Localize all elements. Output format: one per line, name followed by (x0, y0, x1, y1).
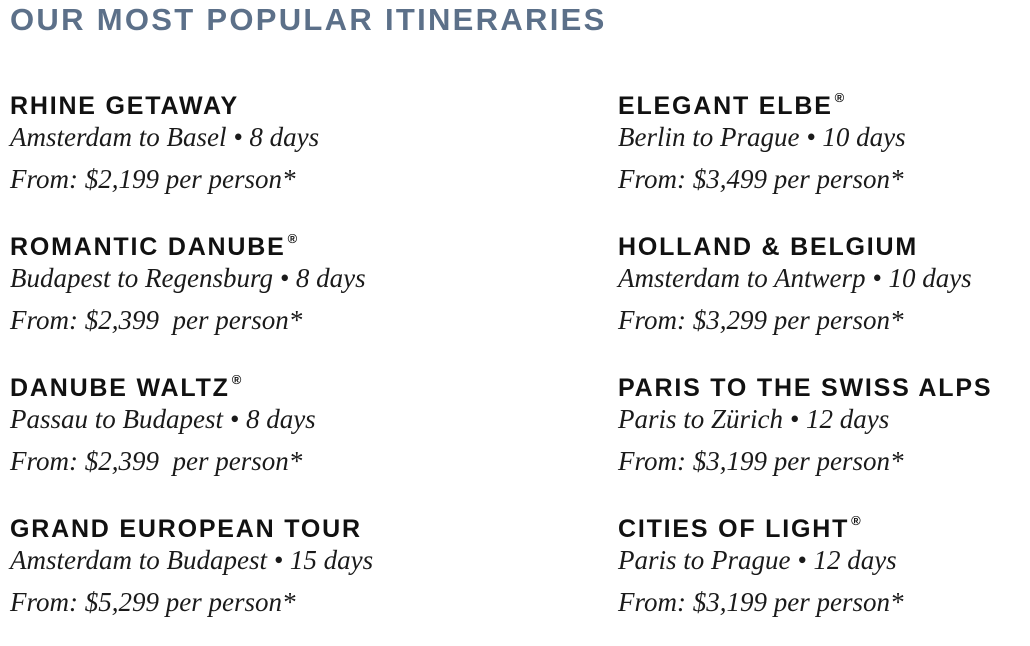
itinerary-route: Amsterdam to Budapest • 15 days (10, 545, 374, 575)
registered-mark: ® (231, 372, 242, 387)
itinerary-name: CITIES OF LIGHT (618, 515, 850, 543)
itinerary-name: GRAND EUROPEAN TOUR (10, 515, 362, 543)
registered-mark: ® (287, 231, 298, 246)
itinerary-title (618, 364, 1028, 402)
itinerary-price: From: $2,199 per person* (10, 164, 296, 194)
itinerary-route: Budapest to Regensburg • 8 days (10, 263, 366, 293)
itinerary-route: Paris to Prague • 12 days (618, 545, 897, 575)
itinerary-name: RHINE GETAWAY (10, 92, 239, 120)
itinerary-route: Berlin to Prague • 10 days (618, 122, 906, 152)
itinerary-route: Amsterdam to Antwerp • 10 days (618, 263, 972, 293)
itinerary-title (10, 364, 420, 402)
itinerary-route: Amsterdam to Basel • 8 days (10, 122, 320, 152)
itinerary-name: ROMANTIC DANUBE (10, 233, 286, 261)
itinerary-title (618, 82, 1028, 120)
itinerary-item (618, 364, 1028, 505)
itinerary-name: ELEGANT ELBE (618, 92, 833, 120)
itinerary-route: Passau to Budapest • 8 days (10, 404, 316, 434)
left-column (10, 82, 420, 646)
itinerary-title (10, 505, 420, 543)
itinerary-title (618, 223, 1028, 261)
itinerary-item (618, 505, 1028, 646)
itinerary-route: Paris to Zürich • 12 days (618, 404, 890, 434)
itinerary-item (10, 223, 420, 364)
itinerary-item (10, 82, 420, 223)
itinerary-item (618, 82, 1028, 223)
itinerary-price: From: $3,299 per person* (618, 305, 904, 335)
registered-mark: ® (834, 90, 845, 105)
registered-mark: ® (851, 513, 861, 528)
itinerary-item (618, 223, 1028, 364)
itinerary-price: From: $3,199 per person* (618, 446, 904, 476)
itinerary-price: From: $2,399 per person* (10, 446, 303, 476)
itinerary-price: From: $3,499 per person* (618, 164, 904, 194)
itinerary-name: DANUBE WALTZ (10, 374, 230, 402)
right-column (618, 82, 1028, 646)
itinerary-price: From: $5,299 per person* (10, 587, 296, 617)
itinerary-item (10, 364, 420, 505)
itinerary-name: HOLLAND & BELGIUM (618, 233, 919, 261)
itinerary-title (10, 223, 420, 261)
itinerary-name: PARIS TO THE SWISS ALPS (618, 374, 993, 402)
itinerary-price: From: $3,199 per person* (618, 587, 904, 617)
itinerary-title (618, 505, 1028, 543)
itinerary-item (10, 505, 420, 646)
section-heading: OUR MOST POPULAR ITINERARIES (10, 2, 607, 37)
itinerary-price: From: $2,399 per person* (10, 305, 303, 335)
itinerary-title (10, 82, 420, 120)
